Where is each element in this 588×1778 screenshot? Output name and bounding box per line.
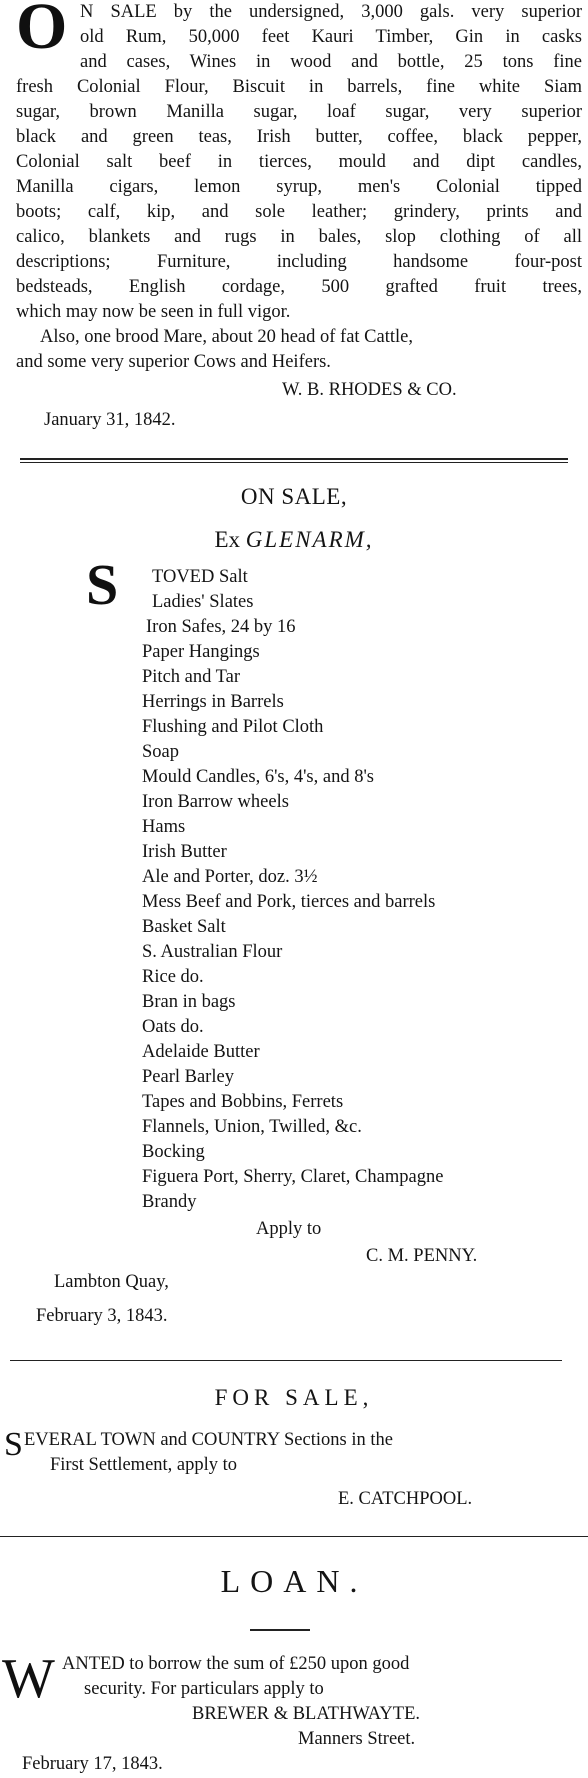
body-line: Manilla cigars, lemon syrup, men's Colonial tipped <box>16 177 582 197</box>
body-line: fresh Colonial Flour, Biscuit in barrels, fine white Siam <box>16 77 582 97</box>
list-item: Tapes and Bobbins, Ferrets <box>142 1092 344 1112</box>
list-item: Mess Beef and Pork, tierces and barrels <box>142 892 436 912</box>
goods-list <box>142 590 443 1215</box>
list-item: Bran in bags <box>142 992 236 1012</box>
list-item: Irish Butter <box>142 842 227 862</box>
body-line: old Rum, 50,000 feet Kauri Timber, Gin in casks <box>80 27 582 47</box>
body-line: black and green teas, Irish butter, coffee, black pepper, <box>16 127 582 147</box>
divider-rule <box>20 458 568 460</box>
list-item: Brandy <box>142 1192 197 1212</box>
list-item: Flushing and Pilot Cloth <box>142 717 324 737</box>
list-item: Bocking <box>142 1142 205 1162</box>
body-line: sugar, brown Manilla sugar, loaf sugar, very superior <box>16 102 582 122</box>
ex-glenarm-line <box>0 527 588 552</box>
drop-cap-w: W <box>2 1648 55 1710</box>
list-item: Iron Barrow wheels <box>142 792 289 812</box>
on-sale-heading: ON SALE, <box>240 484 348 509</box>
list-item: Mould Candles, 6's, 4's, and 8's <box>142 767 374 787</box>
list-item: Paper Hangings <box>142 642 260 662</box>
for-sale-heading: FOR SALE, <box>214 1385 374 1410</box>
list-item: Hams <box>142 817 186 837</box>
ship-name: GLENARM, <box>245 527 374 552</box>
list-item: Oats do. <box>142 1017 204 1037</box>
body-line: descriptions; Furniture, including handsome four-post <box>16 252 582 272</box>
loan-heading: LOAN. <box>220 1563 368 1599</box>
brewer-date: February 17, 1843. <box>22 1754 163 1774</box>
also-line: Also, one brood Mare, about 20 head of fat Cattle, <box>40 327 413 347</box>
divider-rule <box>20 462 568 463</box>
drop-cap-o: O <box>16 0 68 63</box>
list-item: Iron Safes, 24 by 16 <box>146 617 296 637</box>
penny-date: February 3, 1843. <box>36 1306 168 1326</box>
body-line: calico, blankets and rugs in bales, slop clothing of all <box>16 227 582 247</box>
body-line: N SALE by the undersigned, 3,000 gals. very superior <box>80 2 582 22</box>
drop-cap-s: S <box>4 1426 23 1463</box>
list-item: Figuera Port, Sherry, Claret, Champagne <box>142 1167 444 1187</box>
list-item: S. Australian Flour <box>142 942 283 962</box>
wanted-line: ANTED to borrow the sum of £250 upon good <box>62 1654 410 1674</box>
also-line: and some very superior Cows and Heifers. <box>16 352 331 372</box>
rhodes-signature: W. B. RHODES & CO. <box>282 380 457 400</box>
drop-cap-s: S <box>86 552 119 617</box>
list-item: Rice do. <box>142 967 204 987</box>
brewer-signature: BREWER & BLATHWAYTE. <box>192 1704 420 1724</box>
divider-rule <box>10 1360 562 1361</box>
divider-rule <box>0 1536 588 1537</box>
list-item: Pearl Barley <box>142 1067 234 1087</box>
settlement-line: First Settlement, apply to <box>50 1455 238 1475</box>
penny-signature: C. M. PENNY. <box>366 1246 478 1266</box>
apply-to: Apply to <box>256 1219 322 1239</box>
body-line: boots; calf, kip, and sole leather; grindery, prints and <box>16 202 582 222</box>
list-item: Soap <box>142 742 179 762</box>
list-item: Basket Salt <box>142 917 226 937</box>
penny-place: Lambton Quay, <box>54 1272 169 1292</box>
sections-line: EVERAL TOWN and COUNTRY Sections in the <box>24 1430 393 1450</box>
brewer-street: Manners Street. <box>298 1729 416 1749</box>
body-line: which may now be seen in full vigor. <box>16 302 291 322</box>
list-item: Adelaide Butter <box>142 1042 260 1062</box>
body-line: and cases, Wines in wood and bottle, 25 tons fine <box>80 52 582 72</box>
catchpool-signature: E. CATCHPOOL. <box>338 1489 473 1509</box>
rhodes-body <box>16 0 582 375</box>
item-stoved-salt: TOVED Salt <box>152 567 248 587</box>
short-rule <box>250 1629 310 1631</box>
list-item: Ladies' Slates <box>152 592 254 612</box>
body-line: bedsteads, English cordage, 500 grafted fruit trees, <box>16 277 582 297</box>
rhodes-date: January 31, 1842. <box>44 410 176 430</box>
security-line: security. For particulars apply to <box>84 1679 324 1699</box>
body-line: Colonial salt beef in tierces, mould and dipt candles, <box>16 152 582 172</box>
list-item: Flannels, Union, Twilled, &c. <box>142 1117 362 1137</box>
list-item: Ale and Porter, doz. 3½ <box>142 867 318 887</box>
list-item: Herrings in Barrels <box>142 692 284 712</box>
list-item: Pitch and Tar <box>142 667 241 687</box>
ex-prefix: Ex <box>214 527 240 552</box>
